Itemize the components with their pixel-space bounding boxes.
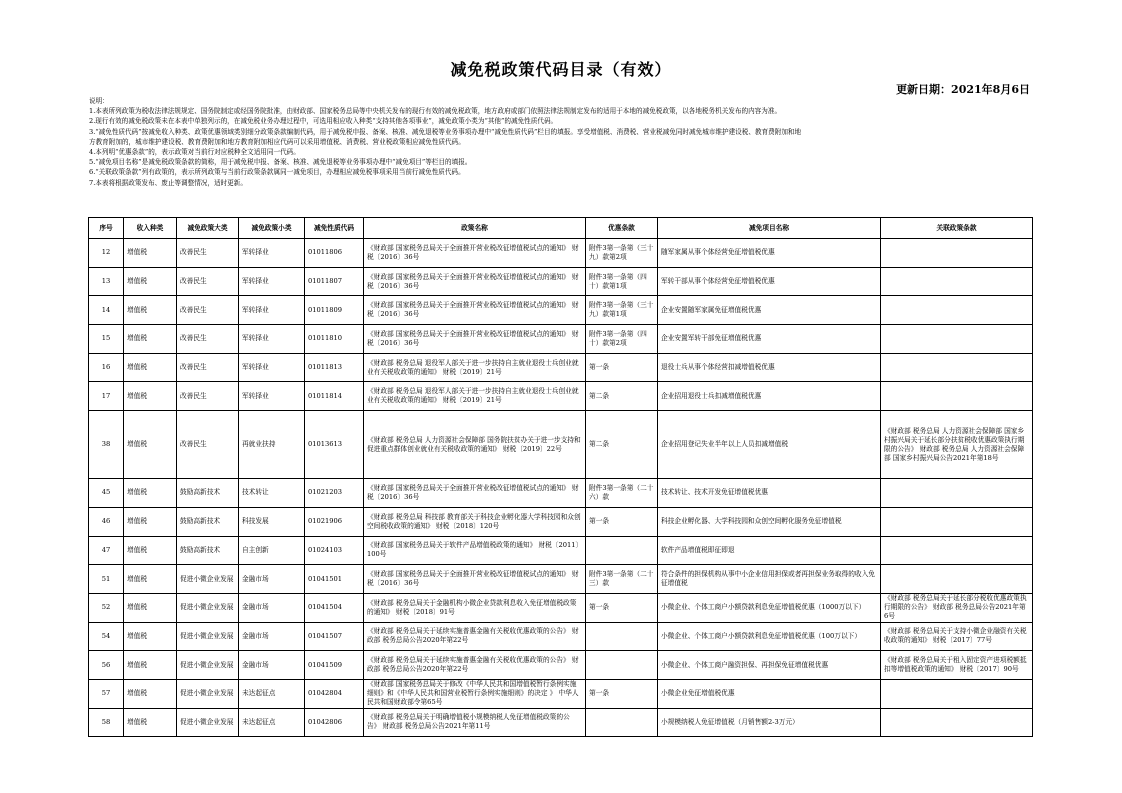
cell-code: 01013613: [305, 411, 364, 479]
table-row: [89, 507, 1033, 536]
table-row: [89, 622, 1033, 651]
cell-item: 小微企业免征增值税优惠: [658, 679, 881, 708]
cell-item: 符合条件的担保机构从事中小企业信用担保或者再担保业务取得的收入免征增值税: [658, 565, 881, 594]
cell-code: 01011809: [305, 296, 364, 325]
cell-major: 改善民生: [177, 296, 239, 325]
cell-item: 企业招用登记失业半年以上人员扣减增值税: [658, 411, 881, 479]
cell-major: 改善民生: [177, 382, 239, 411]
cell-kind: 增值税: [124, 353, 177, 382]
cell-related: [881, 536, 1033, 565]
cell-minor: 军转择业: [239, 296, 305, 325]
page-title: 减免税政策代码目录（有效）: [450, 60, 672, 79]
cell-clause: [586, 622, 658, 651]
cell-minor: 技术转让: [239, 479, 305, 508]
cell-related: [881, 239, 1033, 268]
cell-kind: 增值税: [124, 536, 177, 565]
cell-related: [881, 708, 1033, 737]
cell-minor: 未达起征点: [239, 708, 305, 737]
table-row: [89, 536, 1033, 565]
cell-minor: 科技发展: [239, 507, 305, 536]
cell-kind: 增值税: [124, 382, 177, 411]
cell-related: 《财政部 税务总局关于延长部分税收优惠政策执行期限的公告》 财政部 税务总局公告2021年第6号: [881, 593, 1033, 622]
cell-code: 01041504: [305, 593, 364, 622]
cell-code: 01011813: [305, 353, 364, 382]
cell-kind: 增值税: [124, 651, 177, 680]
column-header: 减免项目名称: [658, 218, 881, 239]
table-row: [89, 325, 1033, 354]
column-header: 减免政策大类: [177, 218, 239, 239]
cell-policy: 《财政部 税务总局 人力资源社会保障部 国务院扶贫办关于进一步支持和促进重点群体创业就业有关税收政策的通知》 财税〔2019〕22号: [364, 411, 586, 479]
cell-related: [881, 479, 1033, 508]
cell-no: 46: [89, 507, 124, 536]
table-row: [89, 651, 1033, 680]
cell-related: [881, 267, 1033, 296]
cell-minor: 未达起征点: [239, 679, 305, 708]
cell-major: 促进小微企业发展: [177, 622, 239, 651]
cell-clause: 第二条: [586, 382, 658, 411]
cell-item: 科技企业孵化器、大学科技园和众创空间孵化服务免征增值税: [658, 507, 881, 536]
cell-major: 改善民生: [177, 411, 239, 479]
cell-no: 17: [89, 382, 124, 411]
table-row: [89, 708, 1033, 737]
cell-major: 促进小微企业发展: [177, 651, 239, 680]
table-row: [89, 382, 1033, 411]
cell-no: 52: [89, 593, 124, 622]
cell-code: 01021203: [305, 479, 364, 508]
cell-related: 《财政部 税务总局 人力资源社会保障部 国家乡村振兴局关于延长部分扶贫税收优惠政策执行期限的公告》 财政部 税务总局 人力资源社会保障部 国家乡村振兴局公告2021年第18号: [881, 411, 1033, 479]
cell-policy: 《财政部 税务总局关于延续实施普惠金融有关税收优惠政策的公告》 财政部 税务总局公告2020年第22号: [364, 622, 586, 651]
cell-clause: 第二条: [586, 411, 658, 479]
cell-kind: 增值税: [124, 679, 177, 708]
cell-no: 38: [89, 411, 124, 479]
cell-policy: 《财政部 国家税务总局关于全面推开营业税改征增值税试点的通知》 财税〔2016〕36号: [364, 565, 586, 594]
cell-clause: [586, 536, 658, 565]
note-line: 6.“关联政策条款”列有政策的，表示所列政策与当前行政策条款属同一减免项目，办理相应减免税事项采用当前行减免性质代码。: [89, 168, 465, 177]
cell-major: 改善民生: [177, 325, 239, 354]
cell-minor: 自主创新: [239, 536, 305, 565]
cell-code: 01011810: [305, 325, 364, 354]
notes-section: [89, 96, 1039, 188]
cell-kind: 增值税: [124, 267, 177, 296]
note-line: 7.本表将根据政策发布、废止等调整情况，适时更新。: [89, 178, 247, 187]
cell-item: 小微企业、个体工商户小额贷款利息免征增值税优惠（100万以下）: [658, 622, 881, 651]
cell-code: 01042804: [305, 679, 364, 708]
table-row: [89, 565, 1033, 594]
table-row: [89, 267, 1033, 296]
cell-major: 改善民生: [177, 239, 239, 268]
note-line: 3.“减免性质代码”按减免收入种类、政策优惠领域类别细分政策条款编制代码，用于减免税申报、备案、核准、减免退税等业务事项办理中“减免性质代码”栏目的填报。享受增值税、消费税、营业税减免同时减免城市维护建设税、教育费附加和地: [89, 127, 802, 136]
note-line: 2.现行有效的减免税政策未在本表中单独列示的，在减免税业务办理过程中，可选用相应收入种类“支持其他各项事业”，减免政策小类为“其他”的减免性质代码。: [89, 117, 558, 126]
cell-policy: 《财政部 国家税务总局关于全面推开营业税改征增值税试点的通知》 财税〔2016〕36号: [364, 479, 586, 508]
cell-minor: 再就业扶持: [239, 411, 305, 479]
cell-policy: 《财政部 税务总局 科技部 教育部关于科技企业孵化器大学科技园和众创空间税收政策的通知》 财税〔2018〕120号: [364, 507, 586, 536]
cell-no: 12: [89, 239, 124, 268]
cell-no: 56: [89, 651, 124, 680]
cell-no: 13: [89, 267, 124, 296]
cell-item: 小微企业、个体工商户融资担保、再担保免征增值税优惠: [658, 651, 881, 680]
cell-kind: 增值税: [124, 411, 177, 479]
cell-kind: 增值税: [124, 239, 177, 268]
update-date: 更新日期：2021年8月6日: [896, 83, 1030, 96]
cell-code: 01011814: [305, 382, 364, 411]
cell-code: 01021906: [305, 507, 364, 536]
cell-item: 小规模纳税人免征增值税（月销售额2-3万元）: [658, 708, 881, 737]
cell-major: 鼓励高新技术: [177, 507, 239, 536]
cell-clause: [586, 651, 658, 680]
cell-minor: 金融市场: [239, 651, 305, 680]
cell-major: 促进小微企业发展: [177, 708, 239, 737]
table-row: [89, 479, 1033, 508]
cell-clause: 第一条: [586, 507, 658, 536]
cell-major: 改善民生: [177, 267, 239, 296]
cell-item: 军转干部从事个体经营免征增值税优惠: [658, 267, 881, 296]
cell-related: [881, 296, 1033, 325]
column-header: 减免政策小类: [239, 218, 305, 239]
cell-item: 退役士兵从事个体经营扣减增值税优惠: [658, 353, 881, 382]
cell-related: [881, 679, 1033, 708]
cell-item: 企业招用退役士兵扣减增值税优惠: [658, 382, 881, 411]
cell-kind: 增值税: [124, 479, 177, 508]
cell-clause: 第一条: [586, 353, 658, 382]
cell-minor: 金融市场: [239, 565, 305, 594]
cell-kind: 增值税: [124, 565, 177, 594]
cell-item: 企业安置军转干部免征增值税优惠: [658, 325, 881, 354]
column-header: 优惠条款: [586, 218, 658, 239]
note-line: 4.本列明“优惠条款”的，表示政策对当前行对应税种全文适用同一代码。: [89, 148, 300, 157]
cell-major: 促进小微企业发展: [177, 679, 239, 708]
cell-major: 促进小微企业发展: [177, 593, 239, 622]
cell-clause: 附件3第一条第（二十三）款: [586, 565, 658, 594]
cell-item: 小微企业、个体工商户小额贷款利息免征增值税优惠（1000万以下）: [658, 593, 881, 622]
cell-minor: 军转择业: [239, 325, 305, 354]
cell-major: 鼓励高新技术: [177, 479, 239, 508]
cell-code: 01042806: [305, 708, 364, 737]
cell-clause: 第一条: [586, 679, 658, 708]
table-row: [89, 679, 1033, 708]
cell-clause: 附件3第一条第（三十九）款第1项: [586, 296, 658, 325]
cell-code: 01011806: [305, 239, 364, 268]
table-header-row: [89, 218, 1033, 239]
cell-item: 软件产品增值税即征即退: [658, 536, 881, 565]
column-header: 减免性质代码: [305, 218, 364, 239]
cell-policy: 《财政部 税务总局 退役军人部关于进一步扶持自主就业退役士兵创业就业有关税收政策的通知》 财税〔2019〕21号: [364, 353, 586, 382]
cell-no: 51: [89, 565, 124, 594]
cell-minor: 金融市场: [239, 622, 305, 651]
cell-policy: 《财政部 税务总局关于延续实施普惠金融有关税收优惠政策的公告》 财政部 税务总局公告2020年第22号: [364, 651, 586, 680]
note-line: 5.“减免项目名称”是减免税政策条款的简称，用于减免税申报、备案、核准、减免退税等业务事项办理中“减免项目”等栏目的填报。: [89, 158, 472, 167]
cell-policy: 《财政部 税务总局关于金融机构小微企业贷款利息收入免征增值税政策的通知》 财税〔2018〕91号: [364, 593, 586, 622]
cell-clause: 附件3第一条第（四十）款第1项: [586, 267, 658, 296]
cell-related: [881, 507, 1033, 536]
cell-policy: 《财政部 国家税务总局关于软件产品增值税政策的通知》 财税〔2011〕100号: [364, 536, 586, 565]
table-row: [89, 411, 1033, 479]
cell-code: 01024103: [305, 536, 364, 565]
cell-no: 57: [89, 679, 124, 708]
cell-policy: 《财政部 国家税务总局关于修改《中华人民共和国增值税暂行条例实施细则》和《中华人民共和国营业税暂行条例实施细则》的决定 》 中华人民共和国财政部令第65号: [364, 679, 586, 708]
cell-kind: 增值税: [124, 622, 177, 651]
cell-clause: 附件3第一条第（三十九）款第2项: [586, 239, 658, 268]
cell-no: 45: [89, 479, 124, 508]
cell-policy: 《财政部 国家税务总局关于全面推开营业税改征增值税试点的通知》 财税〔2016〕36号: [364, 325, 586, 354]
cell-no: 47: [89, 536, 124, 565]
cell-clause: 第一条: [586, 593, 658, 622]
cell-kind: 增值税: [124, 507, 177, 536]
cell-clause: 附件3第一条第（四十）款第2项: [586, 325, 658, 354]
column-header: 关联政策条款: [881, 218, 1033, 239]
cell-policy: 《财政部 税务总局关于明确增值税小规模纳税人免征增值税政策的公告》 财政部 税务总局公告2021年第11号: [364, 708, 586, 737]
cell-major: 鼓励高新技术: [177, 536, 239, 565]
cell-minor: 军转择业: [239, 382, 305, 411]
table-row: [89, 239, 1033, 268]
cell-policy: 《财政部 税务总局 退役军人部关于进一步扶持自主就业退役士兵创业就业有关税收政策的通知》 财税〔2019〕21号: [364, 382, 586, 411]
cell-minor: 军转择业: [239, 267, 305, 296]
cell-policy: 《财政部 国家税务总局关于全面推开营业税改征增值税试点的通知》 财税〔2016〕36号: [364, 239, 586, 268]
cell-major: 改善民生: [177, 353, 239, 382]
column-header: 序号: [89, 218, 124, 239]
cell-clause: 附件3第一条第（二十六）款: [586, 479, 658, 508]
table-row: [89, 593, 1033, 622]
cell-no: 16: [89, 353, 124, 382]
note-line: 说明：: [89, 97, 109, 105]
cell-related: [881, 565, 1033, 594]
column-header: 政策名称: [364, 218, 586, 239]
cell-related: [881, 382, 1033, 411]
cell-major: 促进小微企业发展: [177, 565, 239, 594]
table-row: [89, 296, 1033, 325]
cell-code: 01011807: [305, 267, 364, 296]
cell-related: 《财政部 税务总局关于租入固定资产进项税额抵扣等增值税政策的通知》 财税〔2017〕90号: [881, 651, 1033, 680]
cell-no: 58: [89, 708, 124, 737]
cell-kind: 增值税: [124, 593, 177, 622]
cell-code: 01041501: [305, 565, 364, 594]
cell-minor: 军转择业: [239, 239, 305, 268]
cell-code: 01041507: [305, 622, 364, 651]
column-header: 收入种类: [124, 218, 177, 239]
cell-policy: 《财政部 国家税务总局关于全面推开营业税改征增值税试点的通知》 财税〔2016〕36号: [364, 296, 586, 325]
cell-item: 随军家属从事个体经营免征增值税优惠: [658, 239, 881, 268]
policy-code-table: [88, 217, 1033, 737]
cell-related: [881, 353, 1033, 382]
cell-kind: 增值税: [124, 296, 177, 325]
cell-related: 《财政部 税务总局关于支持小微企业融资有关税收政策的通知》 财税〔2017〕77号: [881, 622, 1033, 651]
note-line: 1.本表所列政策为税收法律法规规定、国务院制定或经国务院批准，由财政部、国家税务总局等中央机关发布的现行有效的减免税政策，地方政府或部门依照法律法规制定发布的适用于本地的减免税政策，以各地税务机关发布的内容为准。: [89, 107, 782, 116]
cell-kind: 增值税: [124, 325, 177, 354]
cell-related: [881, 325, 1033, 354]
cell-no: 15: [89, 325, 124, 354]
cell-item: 企业安置随军家属免征增值税优惠: [658, 296, 881, 325]
cell-no: 54: [89, 622, 124, 651]
cell-no: 14: [89, 296, 124, 325]
cell-minor: 军转择业: [239, 353, 305, 382]
cell-clause: [586, 708, 658, 737]
cell-code: 01041509: [305, 651, 364, 680]
cell-minor: 金融市场: [239, 593, 305, 622]
cell-item: 技术转让、技术开发免征增值税优惠: [658, 479, 881, 508]
table-body: [89, 239, 1033, 737]
note-line: 方教育附加的，城市维护建设税、教育费附加和地方教育附加相应代码可以采用增值税、消费税、营业税政策相应减免性质代码。: [89, 137, 465, 146]
table-row: [89, 353, 1033, 382]
cell-kind: 增值税: [124, 708, 177, 737]
cell-policy: 《财政部 国家税务总局关于全面推开营业税改征增值税试点的通知》 财税〔2016〕36号: [364, 267, 586, 296]
